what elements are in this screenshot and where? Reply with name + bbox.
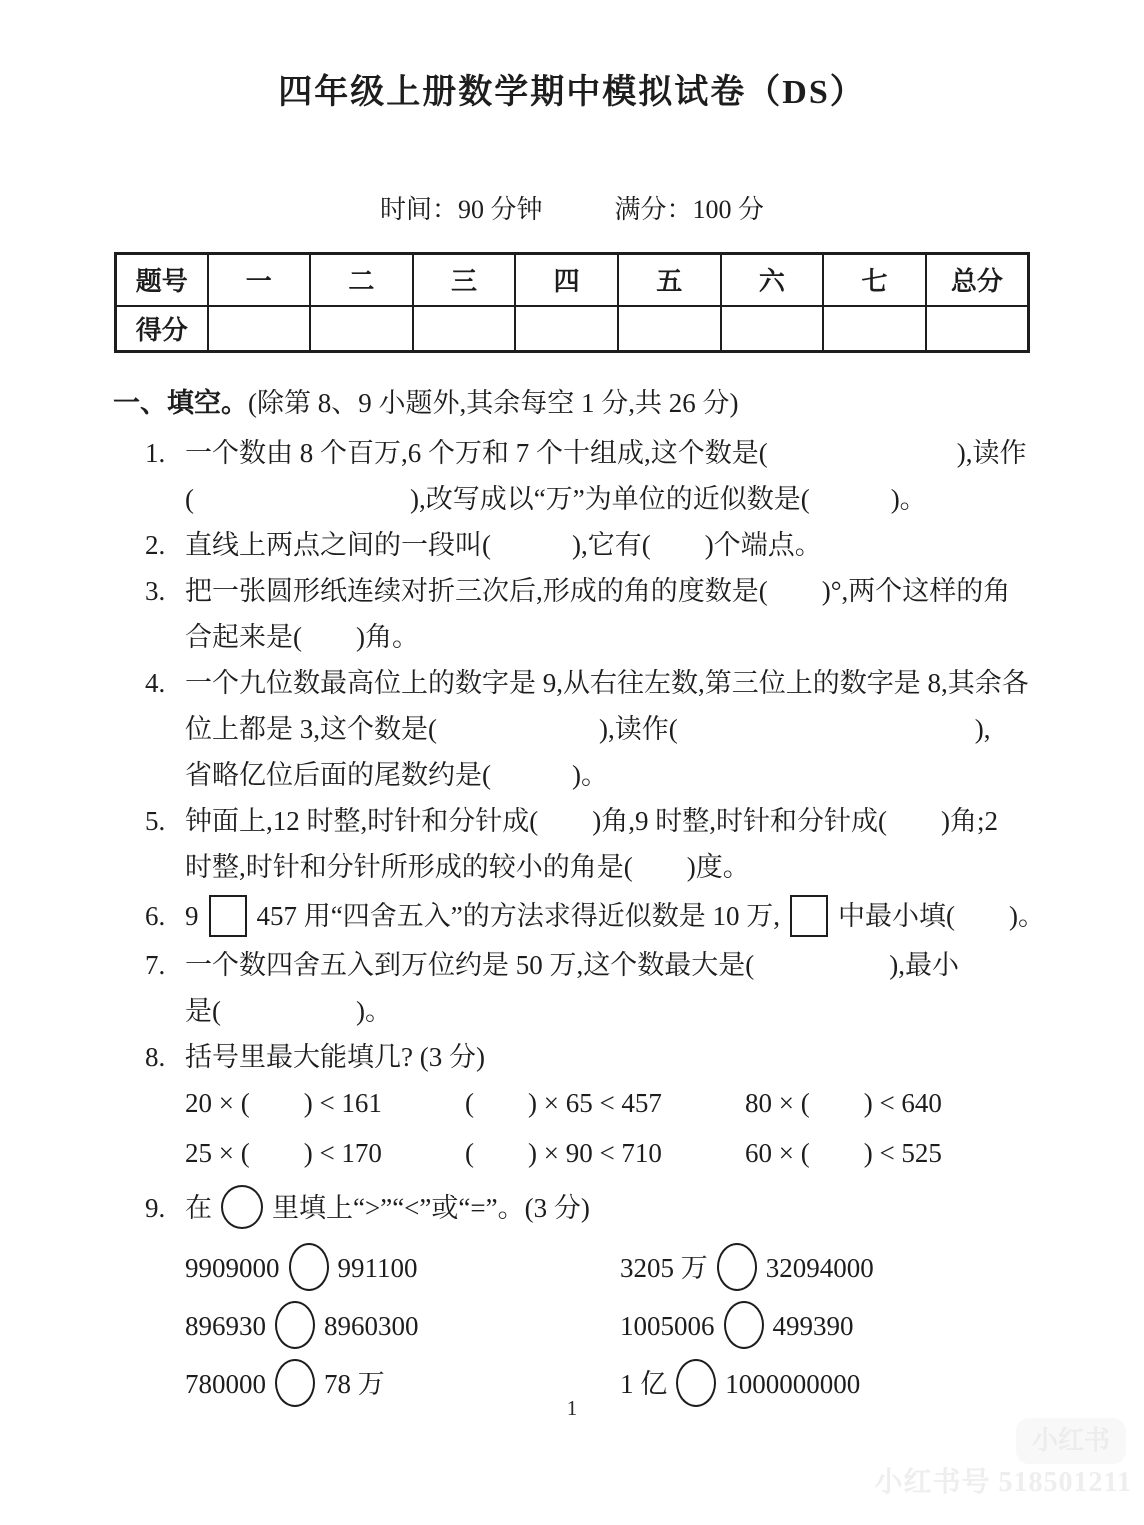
comparison-circle [724, 1301, 764, 1349]
question-number: 1. [145, 438, 166, 468]
comparison-item [185, 1301, 620, 1351]
exam-title: 四年级上册数学期中模拟试卷（DS） [278, 74, 866, 111]
comparison-grid [145, 1243, 1144, 1409]
full-score-label: 满分：100 分 [614, 195, 765, 224]
question-line: ( ),改写成以“万”为单位的近似数是( )。 [185, 484, 927, 514]
table-header-cell: 二 [310, 254, 413, 306]
expression: ( ) × 90 < 710 [465, 1138, 662, 1168]
table-header-cell: 五 [618, 254, 721, 306]
question-text: 9 [185, 901, 199, 931]
question-line: 一个九位数最高位上的数字是 9,从右往左数,第三位上的数字是 8,其余各 [185, 668, 1029, 698]
expression: 60 × ( ) < 525 [745, 1138, 942, 1168]
watermark-badge: 小红书 [1016, 1418, 1126, 1464]
expression: 20 × ( ) < 161 [185, 1088, 382, 1118]
question-line: 时整,时针和分针所形成的较小的角是( )度。 [185, 852, 750, 882]
table-header-cell: 三 [413, 254, 516, 306]
question-number: 3. [145, 576, 166, 606]
right-value: 32094000 [765, 1253, 874, 1283]
score-cell [721, 306, 824, 352]
comparison-row [185, 1243, 1144, 1293]
score-table-score-row [116, 306, 1029, 352]
question-number: 6. [145, 901, 166, 931]
answer-box [209, 895, 247, 937]
answer-box [790, 895, 828, 937]
comparison-item [620, 1243, 874, 1293]
time-label: 时间：90 分钟 [379, 195, 543, 224]
right-value: 1000000000 [725, 1369, 861, 1399]
score-cell [515, 306, 618, 352]
question-2 [145, 527, 1144, 563]
left-value: 1 亿 [620, 1369, 668, 1399]
question-number: 2. [145, 530, 166, 560]
question-line: 是( )。 [185, 996, 392, 1026]
question-text: 里填上“>”“<”或“=”。(3 分) [272, 1193, 590, 1223]
section-title: 一、填空。 [113, 388, 248, 418]
question-text: 457 用“四舍五入”的方法求得近似数是 10 万, [256, 901, 780, 931]
score-cell [310, 306, 413, 352]
question-7 [145, 947, 1144, 1029]
question-line: 合起来是( )角。 [185, 622, 419, 652]
comparison-row [185, 1301, 1144, 1351]
comparison-item [620, 1301, 854, 1351]
section-heading [113, 385, 1144, 421]
page-number: 1 [566, 1396, 578, 1420]
score-table [114, 252, 1030, 353]
left-value: 780000 [185, 1369, 266, 1399]
right-value: 499390 [772, 1311, 854, 1341]
score-cell [823, 306, 926, 352]
question-4 [145, 665, 1144, 793]
left-value: 1005006 [620, 1311, 715, 1341]
question-line: 一个数由 8 个百万,6 个万和 7 个十组成,这个数是( ),读作 [185, 438, 1027, 468]
left-value: 9909000 [185, 1253, 280, 1283]
question-5 [145, 803, 1144, 885]
right-value: 78 万 [324, 1369, 385, 1399]
question-9 [145, 1185, 1144, 1409]
right-value: 991100 [337, 1253, 418, 1283]
expression-row [145, 1135, 1144, 1171]
question-number: 7. [145, 950, 166, 980]
question-number: 4. [145, 668, 166, 698]
score-cell [926, 306, 1029, 352]
question-line: 一个数四舍五入到万位约是 50 万,这个数最大是( ),最小 [185, 950, 959, 980]
score-cell [208, 306, 311, 352]
expression: 25 × ( ) < 170 [185, 1138, 382, 1168]
question-number: 5. [145, 806, 166, 836]
left-value: 3205 万 [620, 1253, 708, 1283]
question-3 [145, 573, 1144, 655]
expression-row [145, 1085, 1144, 1121]
table-header-cell: 一 [208, 254, 311, 306]
left-value: 896930 [185, 1311, 266, 1341]
comparison-circle [275, 1301, 315, 1349]
table-header-cell: 六 [721, 254, 824, 306]
question-list [145, 435, 1144, 1409]
score-table-header-row [116, 254, 1029, 306]
table-header-cell: 七 [823, 254, 926, 306]
score-label: 得分 [116, 306, 208, 352]
question-line: 括号里最大能填几? (3 分) [185, 1042, 485, 1072]
question-line: 钟面上,12 时整,时针和分针成( )角,9 时整,时针和分针成( )角;2 [185, 806, 998, 836]
question-line: 把一张圆形纸连续对折三次后,形成的角的度数是( )°,两个这样的角 [185, 576, 1011, 606]
watermark-id: 小红书号 518501211 [874, 1467, 1132, 1498]
comparison-item [185, 1243, 620, 1293]
question-6 [145, 895, 1144, 937]
score-cell [618, 306, 721, 352]
question-number-label: 题号 [116, 254, 208, 306]
comparison-circle [221, 1185, 263, 1229]
question-text: 在 [185, 1193, 212, 1223]
table-header-cell: 四 [515, 254, 618, 306]
question-number: 8. [145, 1042, 166, 1072]
question-line: 省略亿位后面的尾数约是( )。 [185, 760, 608, 790]
exam-meta [0, 194, 1144, 226]
expression: ( ) × 65 < 457 [465, 1088, 662, 1118]
question-line: 直线上两点之间的一段叫( ),它有( )个端点。 [185, 530, 822, 560]
question-text: 中最小填( )。 [837, 901, 1045, 931]
comparison-circle [289, 1243, 329, 1291]
question-8 [145, 1039, 1144, 1171]
table-header-cell: 总分 [926, 254, 1029, 306]
question-1 [145, 435, 1144, 517]
question-number: 9. [145, 1193, 166, 1223]
comparison-circle [717, 1243, 757, 1291]
right-value: 8960300 [324, 1311, 419, 1341]
section-note: (除第 8、9 小题外,其余每空 1 分,共 26 分) [248, 388, 739, 418]
expression: 80 × ( ) < 640 [745, 1088, 942, 1118]
score-cell [413, 306, 516, 352]
question-line: 位上都是 3,这个数是( ),读作( ), [185, 714, 991, 744]
